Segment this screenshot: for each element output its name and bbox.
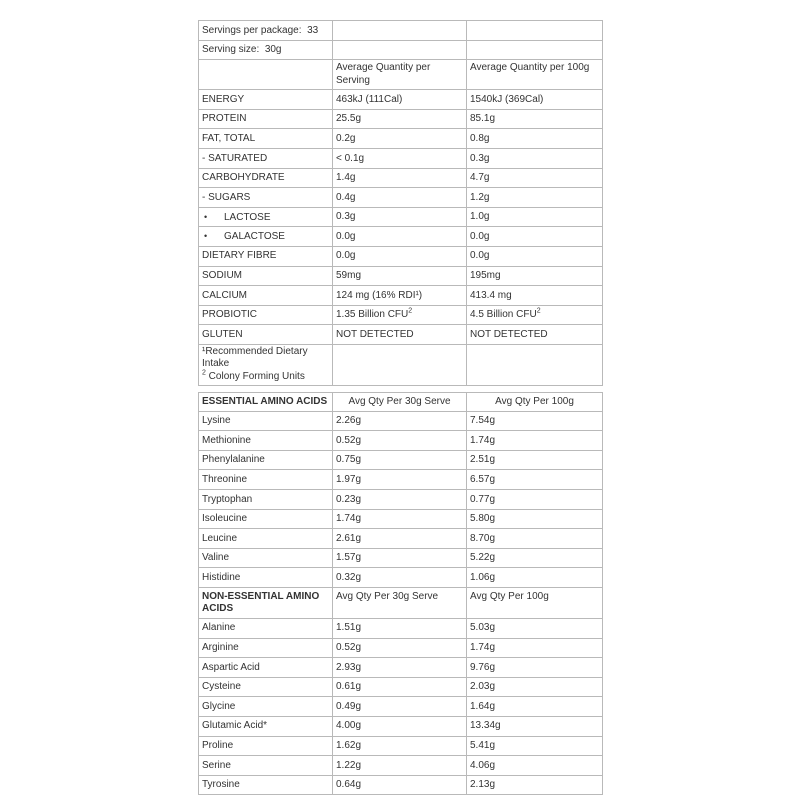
amino-acid-row [199, 756, 603, 776]
amino-acid-name [199, 529, 333, 549]
serving-size-row [199, 40, 603, 60]
value-per-100g [467, 548, 603, 568]
amino-acid-name-text: Methionine [202, 434, 251, 446]
value-per-100g [467, 305, 603, 325]
value-per-100g [467, 775, 603, 795]
essential-col-per-serve: Avg Qty Per 30g Serve [333, 393, 467, 412]
amino-acid-name [199, 470, 333, 490]
value-per-100g [467, 618, 603, 638]
nutrient-name-text: GALACTOSE [224, 231, 285, 243]
nutrient-row [199, 90, 603, 110]
value-per-100g-text: 195mg [470, 270, 501, 282]
value-per-serving-text: 0.0g [336, 250, 356, 262]
value-per-serve [333, 548, 467, 568]
value-per-100g [467, 266, 603, 286]
value-per-serving [333, 305, 467, 325]
nutrient-row [199, 266, 603, 286]
bullet-icon: • [204, 211, 208, 222]
amino-acid-name [199, 450, 333, 470]
value-per-100g [467, 568, 603, 588]
nutrient-row [199, 207, 603, 227]
value-per-serve-text: 1.57g [336, 552, 362, 564]
value-per-serving-text: 0.2g [336, 132, 356, 144]
nutrient-row [199, 246, 603, 266]
empty-cell [467, 21, 603, 41]
value-per-serve [333, 618, 467, 638]
value-per-serve [333, 697, 467, 717]
amino-acid-row [199, 716, 603, 736]
value-per-serving-text: 0.0g [336, 230, 356, 242]
value-per-serve [333, 658, 467, 678]
empty-cell [333, 21, 467, 41]
footnote-cfu [202, 371, 329, 384]
nutrient-name [199, 90, 333, 110]
value-per-100g [467, 411, 603, 431]
bullet-icon: • [204, 231, 208, 242]
amino-acid-name [199, 489, 333, 509]
footnote-cfu-mark: 2 [202, 369, 206, 377]
value-per-serving [333, 129, 467, 149]
amino-acid-table [198, 392, 603, 795]
value-per-serve [333, 470, 467, 490]
amino-acid-name-text: Leucine [202, 532, 238, 544]
value-per-serving-text: 124 mg (16% RDI¹) [336, 289, 423, 301]
value-per-serve-text: 1.97g [336, 473, 362, 485]
value-per-100g [467, 90, 603, 110]
servings-label: Servings per package: [202, 24, 302, 36]
footnote-mark: 2 [536, 307, 541, 315]
empty-cell [333, 344, 467, 386]
nutrient-name-text: GLUTEN [202, 328, 243, 340]
nutrient-row [199, 188, 603, 208]
amino-acid-name-text: Histidine [202, 571, 241, 583]
value-per-100g [467, 489, 603, 509]
amino-acid-name-text: Lysine [202, 415, 231, 427]
amino-acid-row [199, 450, 603, 470]
nutrient-name [199, 109, 333, 129]
value-per-100g [467, 529, 603, 549]
amino-acid-row [199, 677, 603, 697]
nutrient-name [199, 246, 333, 266]
nutrient-name [199, 266, 333, 286]
empty-cell [199, 60, 333, 90]
value-per-100g-text: 5.03g [470, 622, 496, 634]
amino-acid-name-text: Aspartic Acid [202, 661, 260, 673]
nutrient-name [199, 325, 333, 345]
nutrient-row [199, 227, 603, 247]
empty-cell [467, 40, 603, 60]
amino-acid-name-text: Tryptophan [202, 493, 253, 505]
value-per-serve [333, 431, 467, 451]
value-per-100g-text: 1.06g [470, 571, 496, 583]
value-per-100g-text: 9.76g [470, 661, 496, 673]
amino-acid-name [199, 548, 333, 568]
amino-acid-row [199, 470, 603, 490]
nutrient-row [199, 305, 603, 325]
amino-acid-name [199, 618, 333, 638]
value-per-serve-text: 1.62g [336, 740, 362, 752]
amino-acid-row [199, 568, 603, 588]
nutrient-name [199, 286, 333, 306]
value-per-serving-text: 463kJ (111Cal) [336, 93, 403, 105]
nutrient-name [199, 227, 333, 247]
amino-acid-name [199, 736, 333, 756]
value-per-100g-text: 6.57g [470, 473, 496, 485]
value-per-serve [333, 775, 467, 795]
value-per-100g [467, 697, 603, 717]
value-per-serving-text: < 0.1g [336, 152, 365, 164]
amino-acid-name [199, 568, 333, 588]
nonessential-col-per-100g: Avg Qty Per 100g [467, 587, 603, 618]
value-per-100g-text: 1.0g [470, 211, 490, 223]
value-per-serving-text: 0.3g [336, 211, 356, 223]
value-per-100g [467, 109, 603, 129]
amino-acid-name-text: Proline [202, 740, 234, 752]
column-header-per-100g: Average Quantity per 100g [467, 60, 603, 90]
value-per-100g [467, 756, 603, 776]
value-per-serving-text: 59mg [336, 270, 362, 282]
amino-acid-name [199, 411, 333, 431]
amino-acid-name [199, 658, 333, 678]
nutrient-name [199, 168, 333, 188]
value-per-serving [333, 188, 467, 208]
value-per-100g-text: 413.4 mg [470, 289, 512, 301]
amino-acid-name-text: Valine [202, 552, 230, 564]
amino-acid-name-text: Threonine [202, 473, 248, 485]
amino-acid-name-text: Glycine [202, 700, 236, 712]
column-header-per-serving: Average Quantity per Serving [333, 60, 467, 90]
amino-acid-name-text: Serine [202, 759, 231, 771]
essential-amino-rows [199, 411, 603, 587]
amino-acid-row [199, 638, 603, 658]
amino-acid-name [199, 509, 333, 529]
value-per-serve-text: 1.22g [336, 759, 362, 771]
value-per-serve [333, 529, 467, 549]
nutrient-row [199, 168, 603, 188]
value-per-100g-text: 2.03g [470, 681, 496, 693]
value-per-100g-text: 1.74g [470, 434, 496, 446]
value-per-100g [467, 168, 603, 188]
serving-size-label: Serving size: [202, 44, 260, 56]
amino-acid-name-text: Phenylalanine [202, 454, 265, 466]
nonessential-header-row [199, 587, 603, 618]
footnote-rdi: ¹Recommended Dietary Intake [202, 345, 308, 370]
amino-acid-name [199, 756, 333, 776]
essential-header-row [199, 393, 603, 412]
value-per-100g-text: 8.70g [470, 532, 496, 544]
value-per-serve-text: 1.74g [336, 513, 362, 525]
nutrient-row [199, 129, 603, 149]
value-per-100g [467, 148, 603, 168]
nutrient-name-text: - SATURATED [202, 152, 268, 164]
value-per-serve-text: 0.23g [336, 493, 362, 505]
essential-col-per-100g: Avg Qty Per 100g [467, 393, 603, 412]
nonessential-col-per-serve: Avg Qty Per 30g Serve [333, 587, 467, 618]
value-per-serving [333, 246, 467, 266]
amino-acid-name [199, 775, 333, 795]
value-per-serving [333, 168, 467, 188]
value-per-100g-text: 2.51g [470, 454, 496, 466]
value-per-serve-text: 0.32g [336, 571, 362, 583]
value-per-serve-text: 0.61g [336, 681, 362, 693]
value-per-serve-text: 0.64g [336, 779, 362, 791]
value-per-serving-text: NOT DETECTED [336, 328, 414, 340]
footnote-mark: 2 [408, 307, 413, 315]
amino-acid-row [199, 697, 603, 717]
value-per-100g [467, 509, 603, 529]
nutrient-name-text: ENERGY [202, 93, 245, 105]
value-per-100g [467, 658, 603, 678]
value-per-serve-text: 0.52g [336, 642, 362, 654]
empty-cell [467, 344, 603, 386]
value-per-serve [333, 638, 467, 658]
amino-acid-row [199, 658, 603, 678]
nutrient-name-text: CARBOHYDRATE [202, 172, 285, 184]
nutrient-row [199, 148, 603, 168]
value-per-100g-text: 5.41g [470, 740, 496, 752]
value-per-serving [333, 266, 467, 286]
value-per-100g [467, 286, 603, 306]
servings-row [199, 21, 603, 41]
nutrient-name-text: SODIUM [202, 270, 242, 282]
nutrient-name-text: - SUGARS [202, 191, 251, 203]
value-per-100g-text: 5.22g [470, 552, 496, 564]
value-per-serve-text: 1.51g [336, 622, 362, 634]
nonessential-amino-rows [199, 618, 603, 794]
value-per-100g-text: 4.5 Billion CFU [470, 309, 537, 321]
value-per-serve-text: 0.52g [336, 434, 362, 446]
value-per-100g-text: 7.54g [470, 415, 496, 427]
nutrient-name-text: PROBIOTIC [202, 309, 258, 321]
nutrition-information-table [198, 20, 603, 386]
value-per-100g-text: 13.34g [470, 720, 501, 732]
value-per-100g-text: 0.8g [470, 132, 490, 144]
amino-acid-row [199, 618, 603, 638]
value-per-serving [333, 90, 467, 110]
amino-acid-name-text: Isoleucine [202, 513, 248, 525]
value-per-serve [333, 509, 467, 529]
value-per-100g-text: 4.06g [470, 759, 496, 771]
nutrient-name-text: FAT, TOTAL [202, 132, 256, 144]
servings-per-package-cell [199, 21, 333, 41]
value-per-serving [333, 109, 467, 129]
amino-acid-row [199, 548, 603, 568]
amino-acid-name-text: Tyrosine [202, 779, 240, 791]
amino-acid-row [199, 431, 603, 451]
nutrient-row [199, 286, 603, 306]
value-per-serve [333, 677, 467, 697]
value-per-100g-text: 1540kJ (369Cal) [470, 93, 544, 105]
value-per-serve [333, 568, 467, 588]
servings-value: 33 [307, 24, 319, 36]
value-per-serve-text: 2.93g [336, 661, 362, 673]
value-per-100g [467, 227, 603, 247]
value-per-100g-text: 0.0g [470, 230, 490, 242]
value-per-100g [467, 450, 603, 470]
value-per-100g-text: 1.74g [470, 642, 496, 654]
value-per-100g-text: 1.2g [470, 191, 490, 203]
value-per-serving-text: 1.35 Billion CFU [336, 309, 409, 321]
empty-cell [333, 40, 467, 60]
amino-acid-name-text: Arginine [202, 642, 239, 654]
value-per-serve-text: 2.61g [336, 532, 362, 544]
value-per-serving [333, 227, 467, 247]
amino-acid-name [199, 677, 333, 697]
value-per-serving [333, 286, 467, 306]
value-per-serve-text: 0.49g [336, 700, 362, 712]
amino-acid-name-text: Alanine [202, 622, 236, 634]
essential-amino-acids-heading: ESSENTIAL AMINO ACIDS [199, 393, 333, 412]
nutrient-name [199, 207, 333, 227]
value-per-100g-text: 0.77g [470, 493, 496, 505]
value-per-100g [467, 677, 603, 697]
amino-acid-name-text: Cysteine [202, 681, 241, 693]
value-per-serve [333, 411, 467, 431]
amino-acid-name-text: Glutamic Acid* [202, 720, 268, 732]
nutrient-name [199, 188, 333, 208]
value-per-serving [333, 148, 467, 168]
value-per-100g-text: NOT DETECTED [470, 328, 548, 340]
footnotes-cell [199, 344, 333, 386]
amino-acid-row [199, 509, 603, 529]
nutrient-name-text: CALCIUM [202, 289, 248, 301]
value-per-100g [467, 129, 603, 149]
value-per-serve-text: 4.00g [336, 720, 362, 732]
value-per-100g [467, 246, 603, 266]
nonessential-amino-acids-heading: NON-ESSENTIAL AMINO ACIDS [199, 587, 333, 618]
amino-acid-name [199, 716, 333, 736]
value-per-serve [333, 716, 467, 736]
amino-acid-name [199, 431, 333, 451]
value-per-serving-text: 25.5g [336, 113, 362, 125]
value-per-serve [333, 489, 467, 509]
value-per-serving-text: 1.4g [336, 172, 356, 184]
nutrient-name-text: LACTOSE [224, 211, 271, 223]
amino-acid-name [199, 697, 333, 717]
amino-acid-name [199, 638, 333, 658]
value-per-100g [467, 716, 603, 736]
amino-acid-row [199, 736, 603, 756]
value-per-100g [467, 188, 603, 208]
serving-size-value: 30g [264, 44, 282, 56]
value-per-serving-text: 0.4g [336, 191, 356, 203]
value-per-serve [333, 736, 467, 756]
value-per-serve [333, 450, 467, 470]
value-per-100g-text: 0.3g [470, 152, 490, 164]
value-per-100g-text: 2.13g [470, 779, 496, 791]
value-per-100g [467, 638, 603, 658]
value-per-serve [333, 756, 467, 776]
nutrient-rows [199, 90, 603, 345]
value-per-serving [333, 325, 467, 345]
value-per-serve-text: 2.26g [336, 415, 362, 427]
footnote-row [199, 344, 603, 386]
value-per-100g [467, 431, 603, 451]
column-header-row [199, 60, 603, 90]
amino-acid-row [199, 411, 603, 431]
nutrient-name [199, 305, 333, 325]
value-per-100g [467, 736, 603, 756]
amino-acid-row [199, 489, 603, 509]
value-per-100g-text: 0.0g [470, 250, 490, 262]
value-per-serving [333, 207, 467, 227]
value-per-100g [467, 470, 603, 490]
nutrient-row [199, 109, 603, 129]
nutrient-name [199, 129, 333, 149]
value-per-100g-text: 85.1g [470, 113, 496, 125]
value-per-100g-text: 5.80g [470, 513, 496, 525]
serving-size-cell [199, 40, 333, 60]
nutrient-name-text: PROTEIN [202, 113, 247, 125]
value-per-100g-text: 4.7g [470, 172, 490, 184]
value-per-serve-text: 0.75g [336, 454, 362, 466]
footnote-cfu-text: Colony Forming Units [205, 370, 305, 382]
value-per-100g-text: 1.64g [470, 700, 496, 712]
nutrient-name [199, 148, 333, 168]
nutrient-name-text: DIETARY FIBRE [202, 250, 277, 262]
value-per-100g [467, 207, 603, 227]
nutrient-row [199, 325, 603, 345]
value-per-100g [467, 325, 603, 345]
amino-acid-row [199, 529, 603, 549]
amino-acid-row [199, 775, 603, 795]
